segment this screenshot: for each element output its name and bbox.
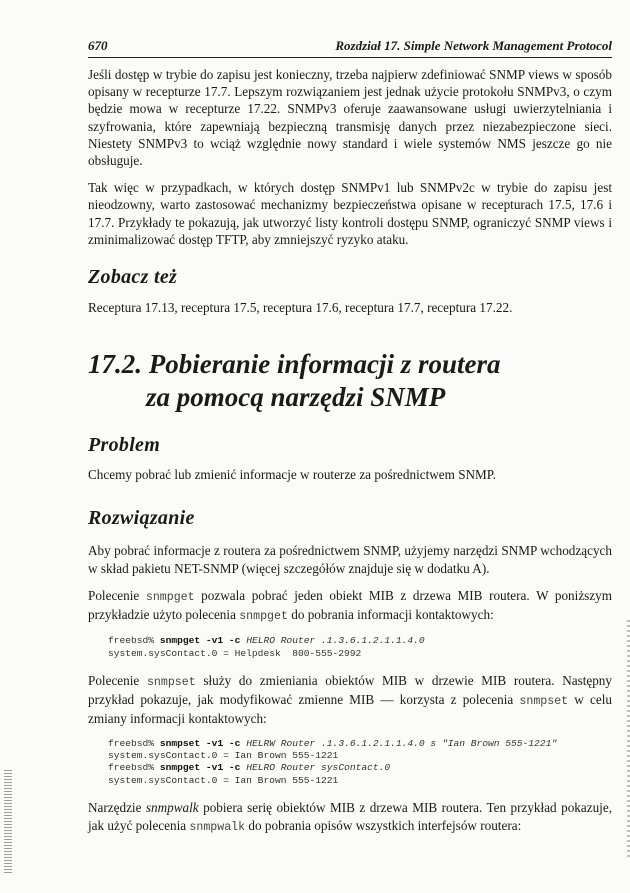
text-run: w celu zmiany informacji kontaktowych: bbox=[88, 692, 612, 727]
text-run: Polecenie bbox=[88, 587, 146, 603]
problem-text: Chcemy pobrać lub zmienić informacje w routerze za pośrednictwem SNMP. bbox=[88, 467, 496, 483]
shell-prompt: freebsd% bbox=[108, 635, 160, 647]
section-title-line-2: za pomocą narzędzi SNMP bbox=[146, 382, 446, 413]
shell-prompt: freebsd% bbox=[108, 737, 160, 749]
code-output: system.sysContact.0 = Helpdesk 800-555-2992 bbox=[108, 647, 362, 659]
shell-prompt: freebsd% bbox=[108, 762, 160, 774]
code-output: system.sysContact.0 = Ian Brown 555-1221 bbox=[108, 774, 339, 786]
code-block-snmpget bbox=[108, 635, 612, 660]
section-title bbox=[88, 348, 612, 414]
scan-edge-artifact bbox=[4, 770, 12, 875]
snmpwalk-paragraph bbox=[88, 799, 612, 835]
code-output: system.sysContact.0 = Ian Brown 555-1221 bbox=[108, 750, 339, 762]
command-snmpset: snmpset bbox=[146, 676, 196, 690]
text-run: do pobrania opisów wszystkich interfejsów routera: bbox=[245, 817, 522, 833]
code-command: snmpget bbox=[159, 635, 201, 647]
solution-heading: Rozwiązanie bbox=[88, 507, 195, 530]
solution-paragraph-1: Aby pobrać informacje z routera za pośrednictwem SNMP, użyjemy narzędzi SNMP wchodzących w skład pakietu NET-SNMP (więcej szczegółów znajduje się w dodatku A). bbox=[88, 543, 612, 576]
text-run: pozwala pobrać jeden obiekt MIB z drzewa MIB routera. W poniższym przykładzie użyto polecenia bbox=[88, 587, 613, 623]
snmpset-paragraph bbox=[88, 672, 612, 728]
tool-name-snmpwalk: snmpwalk bbox=[145, 800, 199, 816]
text-run: służy do zmieniania obiektów MIB w drzewie MIB routera. Następny przykład pokazuje, jak modyfikować zmienne MIB — korzysta z polecenia bbox=[88, 673, 612, 708]
text-run: Narzędzie bbox=[88, 800, 146, 816]
running-header bbox=[88, 38, 612, 58]
code-args: -v1 -c bbox=[200, 762, 247, 774]
snmpget-paragraph bbox=[88, 587, 612, 625]
code-target: HELRO Router .1.3.6.1.2.1.1.4.0 bbox=[246, 635, 425, 647]
section-title-line-1: 17.2. Pobieranie informacji z routera bbox=[88, 349, 501, 380]
text-run: Polecenie bbox=[88, 673, 147, 689]
code-args: -v1 -c bbox=[200, 635, 247, 647]
code-command: snmpget bbox=[159, 762, 201, 774]
code-target: HELRO Router sysContact.0 bbox=[246, 762, 391, 774]
see-also-text: Receptura 17.13, receptura 17.5, receptura 17.6, receptura 17.7, receptura 17.22. bbox=[88, 300, 513, 316]
command-snmpget: snmpget bbox=[239, 610, 288, 624]
intro-paragraph-1: Jeśli dostęp w trybie do zapisu jest konieczny, trzeba najpierw zdefiniować SNMP views w sposób opisany w recepturze 17.7. Lepszym rozwiązaniem jest jednak użycie protokołu SNMPv3, o czym będzie mowa w recepturze 17.22. SNMPv3 oferuje zaawansowane usługi uwierzytelniania i szyfrowania, które zapewniają bezpieczną transmisję danych przez niezabezpieczone sieci. Niestety SNMPv3 to wciąż względnie nowy standard i wiele systemów NMS jeszcze go nie obsługuje. bbox=[88, 67, 612, 169]
code-args: -v1 -c bbox=[200, 737, 247, 749]
book-page bbox=[88, 38, 612, 836]
running-title: Rozdział 17. Simple Network Management Protocol bbox=[335, 38, 612, 53]
code-target: HELRW Router .1.3.6.1.2.1.1.4.0 s "Ian Brown 555-1221" bbox=[246, 737, 558, 749]
page-number: 670 bbox=[88, 38, 108, 53]
text-run: pobiera serię obiektów MIB z drzewa MIB routera. Ten przykład pokazuje, jak użyć polecenia bbox=[88, 800, 612, 833]
problem-heading: Problem bbox=[88, 434, 161, 457]
code-block-snmpset bbox=[108, 738, 612, 788]
see-also-heading: Zobacz też bbox=[88, 266, 178, 289]
text-run: do pobrania informacji kontaktowych: bbox=[287, 607, 494, 623]
command-snmpget: snmpget bbox=[145, 590, 195, 604]
intro-paragraph-2: Tak więc w przypadkach, w których dostęp SNMPv1 lub SNMPv2c w trybie do zapisu jest nieodzowny, warto zastosować mechanizmy bezpieczeństwa opisane w recepturach 17.5, 17.6 i 17.7. Przykłady te pokazują, jak utworzyć listy kontroli dostępu SNMP, ograniczyć SNMP views i zminimalizować dostęp TFTP, aby zmniejszyć ryzyko ataku. bbox=[88, 180, 612, 247]
command-snmpset: snmpset bbox=[519, 695, 569, 709]
code-command: snmpset bbox=[159, 737, 201, 749]
command-snmpwalk: snmpwalk bbox=[189, 820, 246, 834]
